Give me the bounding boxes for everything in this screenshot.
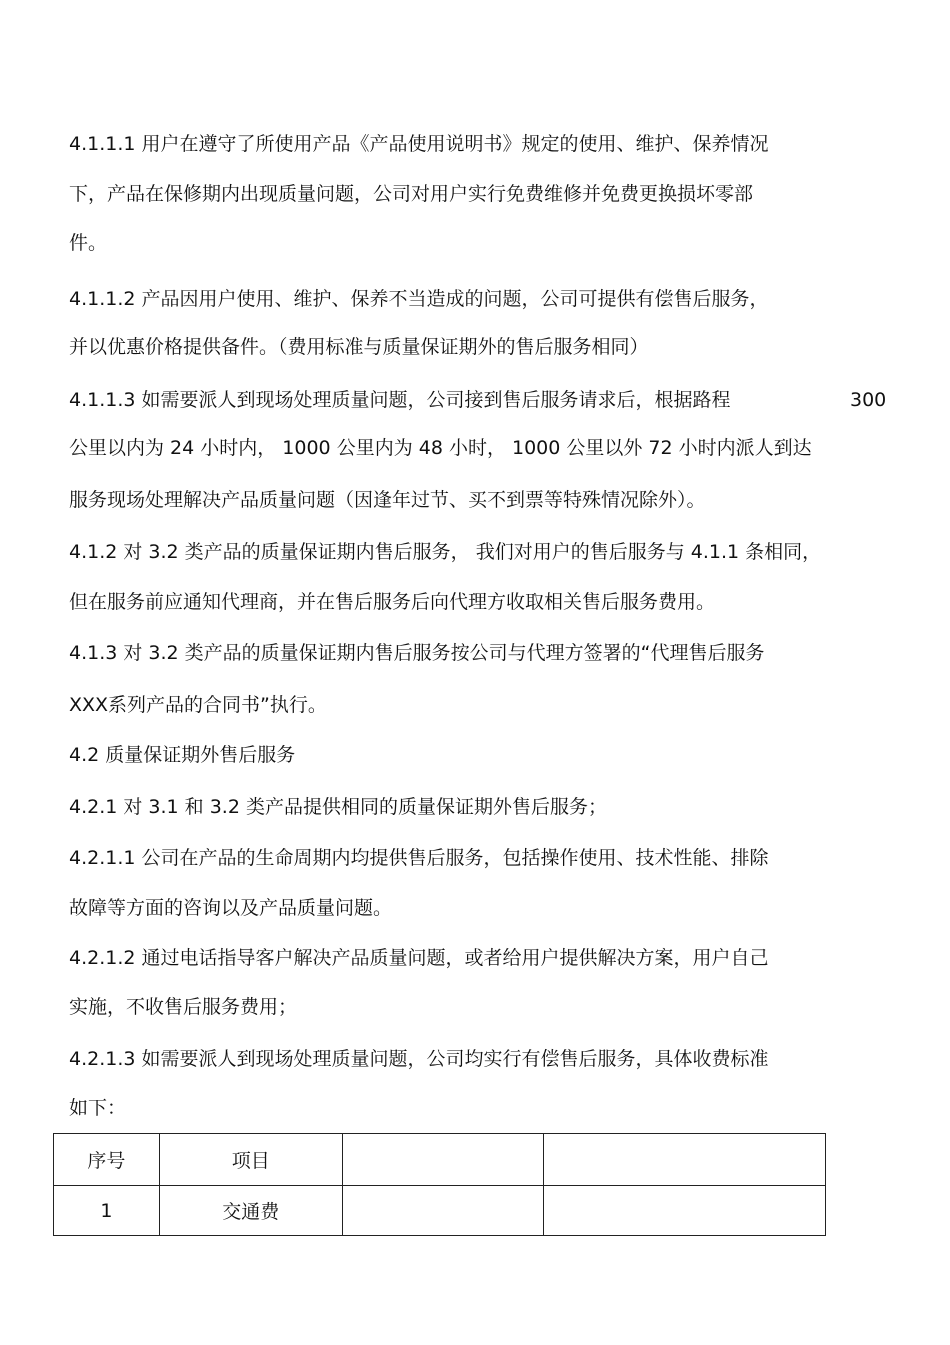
paragraph-4-2-1-2-line-1: 4.2.1.2 通过电话指导客户解决产品质量问题，或者给用户提供解决方案，用户自己 bbox=[69, 947, 769, 969]
paragraph-4-1-1-1-line-2: 下，产品在保修期内出现质量问题，公司对用户实行免费维修并免费更换损坏零部 bbox=[69, 183, 754, 205]
paragraph-4-1-1-3-line-3: 服务现场处理解决产品质量问题（因逢年过节、买不到票等特殊情况除外）。 bbox=[69, 489, 706, 511]
cell-blank-2 bbox=[544, 1186, 826, 1236]
fee-table bbox=[53, 1133, 826, 1236]
header-cell-serial: 序号 bbox=[54, 1134, 160, 1186]
cell-item: 交通费 bbox=[159, 1186, 342, 1236]
cell-serial: 1 bbox=[54, 1186, 160, 1236]
paragraph-4-1-1-1-line-1: 4.1.1.1 用户在遵守了所使用产品《产品使用说明书》规定的使用、维护、保养情况 bbox=[69, 133, 769, 155]
paragraph-4-1-3-line-1: 4.1.3 对 3.2 类产品的质量保证期内售后服务按公司与代理方签署的“代理售后服务 bbox=[69, 642, 765, 664]
paragraph-4-1-1-3-line-1: 4.1.1.3 如需要派人到现场处理质量问题，公司接到售后服务请求后，根据路程 bbox=[69, 389, 731, 411]
cell-blank-1 bbox=[342, 1186, 544, 1236]
paragraph-4-1-2-line-2: 但在服务前应通知代理商，并在售后服务后向代理方收取相关售后服务费用。 bbox=[69, 591, 716, 613]
paragraph-4-1-1-3-distance: 300 bbox=[850, 389, 887, 411]
paragraph-4-1-1-1-line-3: 件。 bbox=[69, 232, 108, 254]
paragraph-4-1-3-line-2: XXX系列产品的合同书”执行。 bbox=[69, 694, 327, 716]
paragraph-4-1-1-2-line-1: 4.1.1.2 产品因用户使用、维护、保养不当造成的问题，公司可提供有偿售后服务， bbox=[69, 288, 769, 310]
header-cell-item: 项目 bbox=[159, 1134, 342, 1186]
paragraph-4-1-2-line-1: 4.1.2 对 3.2 类产品的质量保证期内售后服务， 我们对用户的售后服务与 4.1.1 条相同， bbox=[69, 541, 822, 563]
header-cell-blank-1 bbox=[342, 1134, 544, 1186]
paragraph-4-1-1-3-line-2: 公里以内为 24 小时内， 1000 公里内为 48 小时， 1000 公里以外 72 小时内派人到达 bbox=[69, 437, 812, 459]
table-header-row bbox=[54, 1134, 826, 1186]
section-heading-4-2: 4.2 质量保证期外售后服务 bbox=[69, 744, 296, 766]
paragraph-4-2-1-2-line-2: 实施，不收售后服务费用； bbox=[69, 996, 298, 1018]
paragraph-4-2-1-1-line-2: 故障等方面的咨询以及产品质量问题。 bbox=[69, 897, 393, 919]
paragraph-4-1-1-2-line-2: 并以优惠价格提供备件。（费用标准与质量保证期外的售后服务相同） bbox=[69, 336, 649, 358]
paragraph-4-2-1-3-line-1: 4.2.1.3 如需要派人到现场处理质量问题，公司均实行有偿售后服务，具体收费标准 bbox=[69, 1048, 769, 1070]
paragraph-4-2-1-3-line-2: 如下： bbox=[69, 1097, 127, 1119]
table-row bbox=[54, 1186, 826, 1236]
header-cell-blank-2 bbox=[544, 1134, 826, 1186]
paragraph-4-2-1: 4.2.1 对 3.1 和 3.2 类产品提供相同的质量保证期外售后服务； bbox=[69, 796, 607, 818]
paragraph-4-2-1-1-line-1: 4.2.1.1 公司在产品的生命周期内均提供售后服务，包括操作使用、技术性能、排除 bbox=[69, 847, 769, 869]
